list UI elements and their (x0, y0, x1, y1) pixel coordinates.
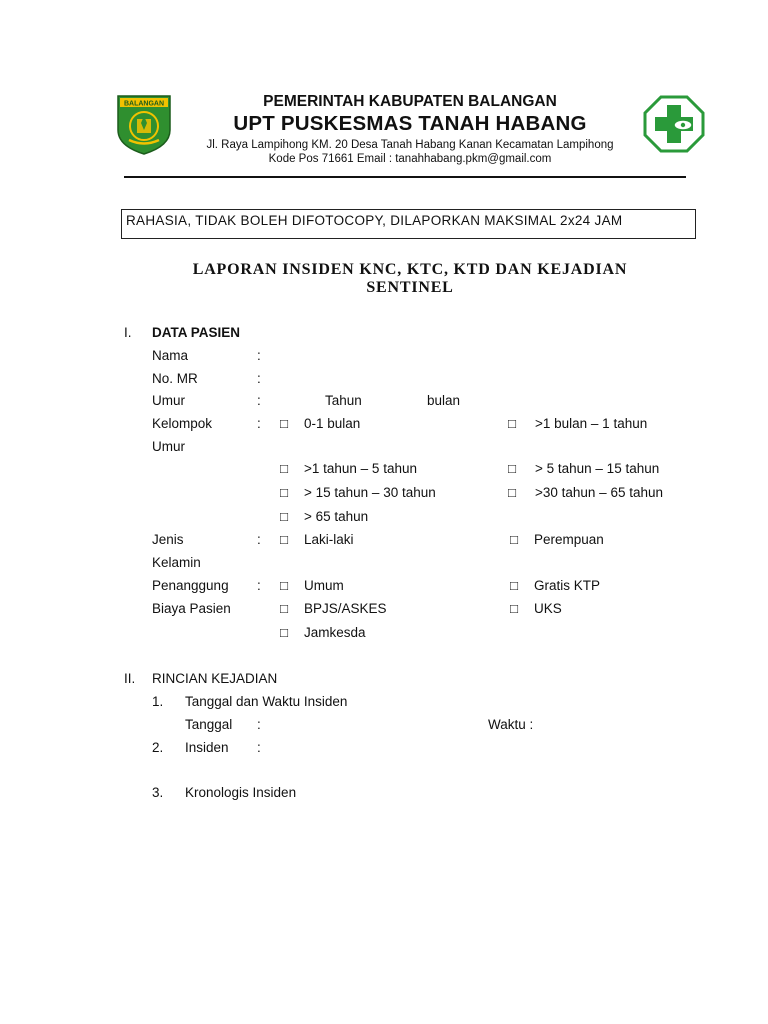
address-line-1: Jl. Raya Lampihong KM. 20 Desa Tanah Habang Kanan Kecamatan Lampihong (206, 139, 614, 151)
option-jamkesda: Jamkesda (304, 625, 366, 640)
section-1-number: I. (124, 325, 132, 340)
emblem-text: BALANGAN (123, 100, 165, 108)
item-3-label: Kronologis Insiden (185, 785, 297, 800)
checkbox[interactable]: □ (510, 578, 519, 593)
colon: : (257, 578, 261, 593)
item-3-number: 3. (152, 785, 164, 800)
puskesmas-cross-icon (643, 95, 705, 153)
colon: : (257, 532, 261, 547)
option-age-0-1-bulan: 0-1 bulan (304, 416, 361, 431)
option-uks: UKS (534, 601, 562, 616)
checkbox[interactable]: □ (280, 485, 289, 500)
report-title-line-2: SENTINEL (366, 279, 454, 296)
report-title (130, 261, 690, 297)
option-umum: Umum (304, 578, 344, 593)
header-divider (124, 176, 686, 178)
option-age-1bln-1thn: >1 bulan – 1 tahun (535, 416, 648, 431)
label-penanggung: Penanggung (152, 578, 229, 593)
section-1-heading: DATA PASIEN (152, 325, 241, 340)
label-jenis-kelamin: Kelamin (152, 555, 201, 570)
colon: : (257, 740, 261, 755)
colon: : (257, 393, 261, 408)
checkbox[interactable]: □ (508, 416, 517, 431)
section-2-heading: RINCIAN KEJADIAN (152, 671, 278, 686)
label-umur: Umur (152, 393, 185, 408)
checkbox[interactable]: □ (280, 532, 289, 547)
option-perempuan: Perempuan (534, 532, 604, 547)
option-age-1-5-tahun: >1 tahun – 5 tahun (304, 461, 417, 476)
label-nama: Nama (152, 348, 189, 363)
section-2-number: II. (124, 671, 136, 686)
confidential-notice-text: RAHASIA, TIDAK BOLEH DIFOTOCOPY, DILAPORKAN MAKSIMAL 2x24 JAM (126, 213, 623, 228)
item-1-label: Tanggal dan Waktu Insiden (185, 694, 348, 709)
option-age-65-tahun: > 65 tahun (304, 509, 369, 524)
label-kelompok: Kelompok (152, 416, 213, 431)
colon: : (257, 717, 261, 732)
government-name: PEMERINTAH KABUPATEN BALANGAN (263, 93, 557, 110)
option-age-5-15-tahun: > 5 tahun – 15 tahun (535, 461, 660, 476)
label-jenis: Jenis (152, 532, 184, 547)
label-tahun: Tahun (325, 393, 362, 408)
colon: : (257, 416, 261, 431)
option-age-15-30-tahun: > 15 tahun – 30 tahun (304, 485, 436, 500)
balangan-emblem-icon (115, 94, 173, 156)
report-title-line-1: LAPORAN INSIDEN KNC, KTC, KTD DAN KEJADIAN (192, 261, 628, 278)
checkbox[interactable]: □ (280, 461, 289, 476)
checkbox[interactable]: □ (508, 485, 517, 500)
organization-name: UPT PUSKESMAS TANAH HABANG (233, 112, 587, 135)
option-bpjs-askes: BPJS/ASKES (304, 601, 387, 616)
checkbox[interactable]: □ (510, 532, 519, 547)
colon: : (257, 371, 261, 386)
label-bulan: bulan (427, 393, 461, 408)
checkbox[interactable]: □ (280, 509, 289, 524)
label-kelompok-umur: Umur (152, 439, 185, 454)
checkbox[interactable]: □ (280, 578, 289, 593)
address-line-2: Kode Pos 71661 Email : tanahhabang.pkm@gmail.com (268, 153, 552, 165)
checkbox[interactable]: □ (280, 601, 289, 616)
confidential-notice-box (121, 209, 696, 239)
option-age-30-65-tahun: >30 tahun – 65 tahun (535, 485, 663, 500)
label-waktu: Waktu : (488, 717, 534, 732)
checkbox[interactable]: □ (280, 416, 289, 431)
checkbox[interactable]: □ (508, 461, 517, 476)
colon: : (257, 348, 261, 363)
label-biaya-pasien: Biaya Pasien (152, 601, 231, 616)
checkbox[interactable]: □ (510, 601, 519, 616)
item-1-number: 1. (152, 694, 164, 709)
option-gratis-ktp: Gratis KTP (534, 578, 601, 593)
label-no-mr: No. MR (152, 371, 198, 386)
item-2-label: Insiden (185, 740, 229, 755)
label-tanggal: Tanggal (185, 717, 233, 732)
checkbox[interactable]: □ (280, 625, 289, 640)
item-2-number: 2. (152, 740, 164, 755)
option-laki-laki: Laki-laki (304, 532, 354, 547)
